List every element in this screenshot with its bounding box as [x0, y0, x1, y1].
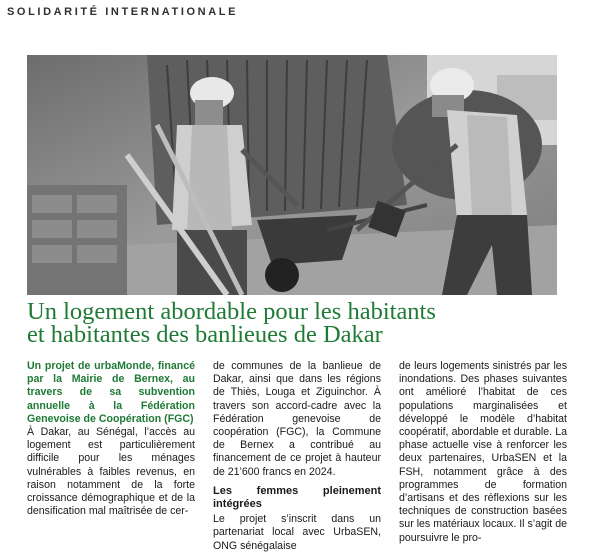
- headline-line-1: Un logement abordable pour les habitants: [27, 298, 436, 325]
- headline-line-2: et habitantes des banlieues de Dakar: [27, 321, 383, 348]
- column-1: [27, 360, 195, 553]
- column-2-text: de communes de la banlieue de Dakar, ainsi que dans les régions de Thiès, Louga et Ziguinchor. À travers son accord-cadre avec la Fédération genevoise de coopération (FGC), la Commune de Bernex a contribué au financement de ce projet à hauteur de 21’600 francs en 2024.: [213, 360, 381, 478]
- section-label: SOLIDARITÉ INTERNATIONALE: [7, 6, 239, 18]
- article-body: [27, 360, 567, 553]
- column-2: [213, 360, 381, 553]
- article-lead: Un projet de urbaMonde, financé par la Mairie de Bernex, au travers de sa subvention annuelle à la Fédération Genevoise de Coopération (FGC): [27, 360, 195, 425]
- construction-workers-photo: [27, 55, 557, 295]
- article-headline: [27, 300, 587, 346]
- column-3: [399, 360, 567, 553]
- column-2-text-continued: Le projet s’inscrit dans un partenariat local avec UrbaSEN, ONG sénégalaise: [213, 513, 381, 552]
- subheading: Les femmes pleinement intégrées: [213, 484, 381, 511]
- column-1-text: À Dakar, au Sénégal, l’accès au logement est particulièrement difficile pour les ménages vulnérables à faibles revenus, en raison notamment de la forte croissance démographique et de la densification mal maîtrisée de cer-: [27, 426, 195, 518]
- column-3-text: de leurs logements sinistrés par les inondations. Des phases suivantes ont amélioré l’habitat de ces populations marginalisées et développé le modèle d’habitat coopératif, abordable et durable. La phase actuelle vise à renforcer les deux partenaires, UrbaSEN et la FSH, notamment grâce à des programmes de formation d’artisans et des réflexions sur les techniques de construction basées sur les matériaux locaux. Il s’agit de poursuivre le pro-: [399, 360, 567, 544]
